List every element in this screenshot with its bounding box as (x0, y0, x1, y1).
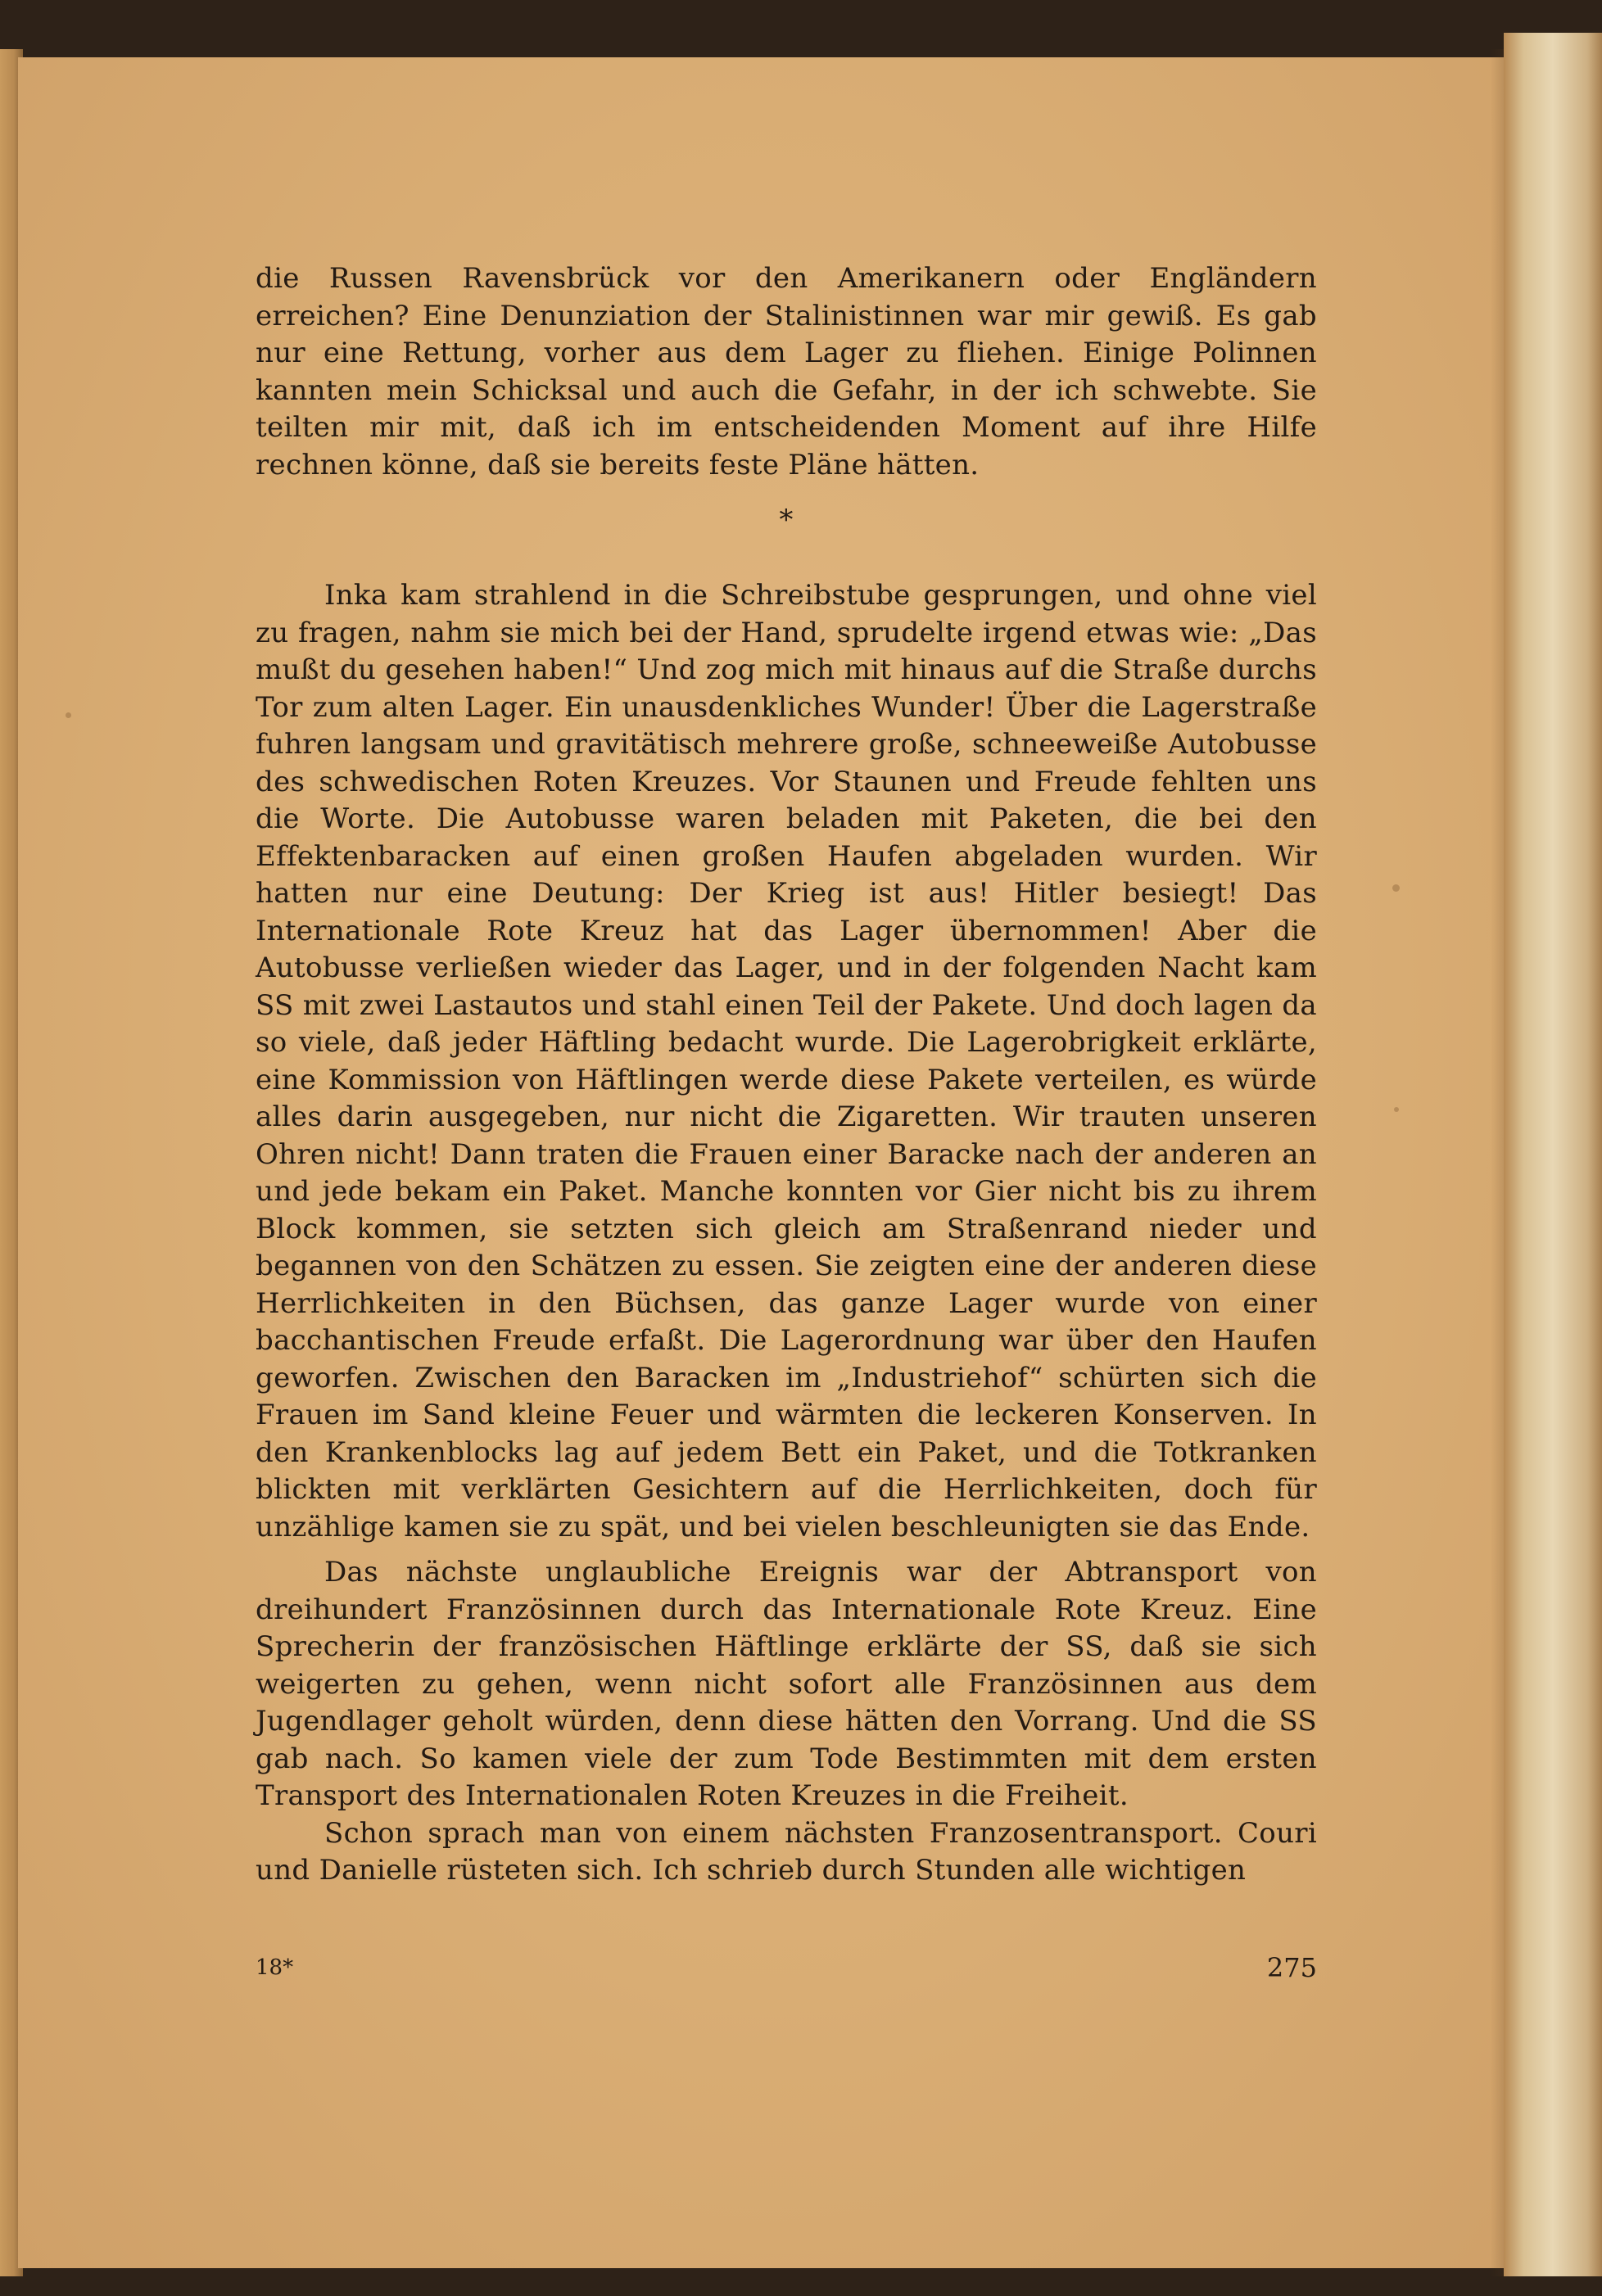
page-number: 275 (1266, 1952, 1317, 1983)
paragraph-3: Das nächste unglaubliche Ereignis war der Abtransport von dreihundert Französinnen durch das Internationale Rote Kreuz. Eine Sprecherin der französischen Häftlinge erklärte der SS, daß sie sich weigerten zu gehen, wenn nicht sofort alle Französinnen aus dem Jugendlager geholt würden, denn diese hätten den Vorrang. Und die SS gab nach. So kamen viele der zum Tode Bestimmten mit dem ersten Transport des Internationalen Roten Kreuzes in die Freiheit. (256, 1556, 1317, 1812)
section-separator: * (779, 504, 794, 536)
signature-mark: 18* (256, 1955, 294, 1980)
paper-spot (66, 712, 71, 718)
body-text (256, 260, 1317, 1890)
paper-spot (1394, 1107, 1399, 1112)
paragraph-1: die Russen Ravensbrück vor den Amerikanern oder Engländern erreichen? Eine Denunziation der Stalinistinnen war mir gewiß. Es gab nur eine Rettung, vorher aus dem Lager zu fliehen. Einige Polinnen kannten mein Schicksal und auch die Gefahr, in der ich schwebte. Sie teilten mir mit, daß ich im entscheidenden Moment auf ihre Hilfe rechnen könne, daß sie bereits feste Pläne hätten. (256, 262, 1317, 481)
paper-spot (1392, 884, 1400, 892)
paragraph-4: Schon sprach man von einem nächsten Franzosentransport. Couri und Danielle rüsteten sich. Ich schrieb durch Stunden alle wichtigen (256, 1816, 1317, 1887)
book-spine-edge (1504, 33, 1602, 2276)
paragraph-2: Inka kam strahlend in die Schreibstube gesprungen, und ohne viel zu fragen, nahm sie mich bei der Hand, sprudelte irgend etwas wie: „Das mußt du gesehen haben!“ Und zog mich mit hinaus auf die Straße durchs Tor zum alten Lager. Ein unausdenkliches Wunder! Über die Lagerstraße fuhren langsam und gravitätisch mehrere große, schneeweiße Autobusse des schwedischen Roten Kreuzes. Vor Staunen und Freude fehlten uns die Worte. Die Autobusse waren beladen mit Paketen, die bei den Effektenbaracken auf einen großen Haufen abgeladen wurden. Wir hatten nur eine Deutung: Der Krieg ist aus! Hitler besiegt! Das Internationale Rote Kreuz hat das Lager übernommen! Aber die Autobusse verließen wieder das Lager, und in der folgenden Nacht kam SS mit zwei Lastautos und stahl einen Teil der Pakete. Und doch lagen da so viele, daß jeder Häftling bedacht wurde. Die Lagerobrigkeit erklärte, eine Kommission von Häftlingen werde diese Pakete verteilen, es würde alles darin ausgegeben, nur nicht die Zigaretten. Wir trauten unseren Ohren nicht! Dann traten die Frauen einer Baracke nach der anderen an und jede bekam ein Paket. Manche konnten vor Gier nicht bis zu ihrem Block kommen, sie setzten sich gleich am Straßenrand nieder und begannen von den Schätzen zu essen. Sie zeigten eine der anderen diese Herrlichkeiten in den Büchsen, das ganze Lager wurde von einer bacchantischen Freude erfaßt. Die Lagerordnung war über den Haufen geworfen. Zwischen den Baracken im „Industriehof“ schürten sich die Frauen im Sand kleine Feuer und wärmten die leckeren Konserven. In den Krankenblocks lag auf jedem Bett ein Paket, und die Totkranken blickten mit verklärten Gesichtern auf die Herrlichkeiten, doch für unzählige kamen sie zu spät, und bei vielen beschleunigten sie das Ende. (256, 579, 1317, 1543)
